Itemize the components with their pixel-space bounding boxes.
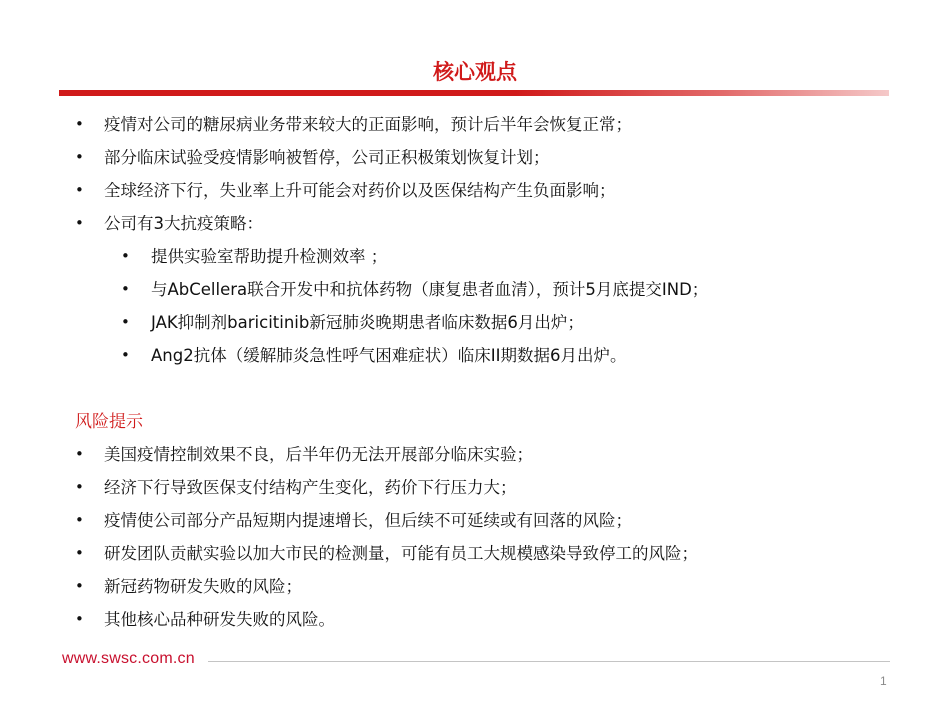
- risk-point-item: [0, 438, 950, 471]
- risk-point-text: 新冠药物研发失败的风险；: [104, 577, 302, 596]
- strategy-sub-text: 与AbCellera联合开发中和抗体药物（康复患者血清），预计5月底提交IND；: [151, 280, 709, 299]
- core-point-item: [0, 108, 950, 141]
- core-point-item: [0, 207, 950, 240]
- bullet-icon: •: [75, 478, 84, 496]
- risk-point-text: 经济下行导致医保支付结构产生变化，药价下行压力大；: [104, 478, 517, 497]
- bullet-icon: •: [75, 544, 84, 562]
- bullet-icon: •: [75, 181, 84, 199]
- bullet-icon: •: [121, 247, 130, 265]
- strategy-sub-text: Ang2抗体（缓解肺炎急性呼气困难症状）临床II期数据6月出炉。: [151, 346, 627, 365]
- footer-divider: [208, 661, 890, 662]
- strategy-sub-item: [0, 339, 950, 372]
- risk-point-item: [0, 504, 950, 537]
- bullet-icon: •: [75, 115, 84, 133]
- core-point-text: 疫情对公司的糖尿病业务带来较大的正面影响，预计后半年会恢复正常；: [104, 115, 632, 134]
- bullet-icon: •: [75, 214, 84, 232]
- risk-point-text: 美国疫情控制效果不良，后半年仍无法开展部分临床实验；: [104, 445, 533, 464]
- risk-heading: 风险提示: [75, 412, 143, 432]
- bullet-icon: •: [75, 511, 84, 529]
- strategy-sub-item: [0, 240, 950, 273]
- risk-point-item: [0, 471, 950, 504]
- core-point-item: [0, 174, 950, 207]
- strategy-sub-text: 提供实验室帮助提升检测效率 ；: [151, 247, 388, 266]
- risk-point-text: 疫情使公司部分产品短期内提速增长，但后续不可延续或有回落的风险；: [104, 511, 632, 530]
- risk-points-list: [0, 438, 950, 636]
- footer-website-link[interactable]: www.swsc.com.cn: [62, 650, 195, 667]
- bullet-icon: •: [121, 313, 130, 331]
- strategy-sub-text: JAK抑制剂baricitinib新冠肺炎晚期患者临床数据6月出炉；: [151, 313, 584, 332]
- bullet-icon: •: [121, 280, 130, 298]
- risk-point-item: [0, 603, 950, 636]
- bullet-icon: •: [75, 610, 84, 628]
- risk-point-text: 研发团队贡献实验以加大市民的检测量，可能有员工大规模感染导致停工的风险；: [104, 544, 698, 563]
- bullet-icon: •: [121, 346, 130, 364]
- core-point-text: 公司有3大抗疫策略：: [104, 214, 263, 233]
- title-divider-bar: [59, 90, 889, 96]
- bullet-icon: •: [75, 148, 84, 166]
- bullet-icon: •: [75, 445, 84, 463]
- slide-title: 核心观点: [433, 60, 517, 84]
- strategy-sub-item: [0, 273, 950, 306]
- bullet-icon: •: [75, 577, 84, 595]
- page-number: 1: [880, 674, 887, 688]
- risk-point-item: [0, 537, 950, 570]
- core-points-list: [0, 108, 950, 372]
- risk-point-item: [0, 570, 950, 603]
- core-point-text: 部分临床试验受疫情影响被暂停，公司正积极策划恢复计划；: [104, 148, 550, 167]
- strategy-sub-item: [0, 306, 950, 339]
- core-point-text: 全球经济下行，失业率上升可能会对药价以及医保结构产生负面影响；: [104, 181, 616, 200]
- risk-point-text: 其他核心品种研发失败的风险。: [104, 610, 335, 629]
- core-point-item: [0, 141, 950, 174]
